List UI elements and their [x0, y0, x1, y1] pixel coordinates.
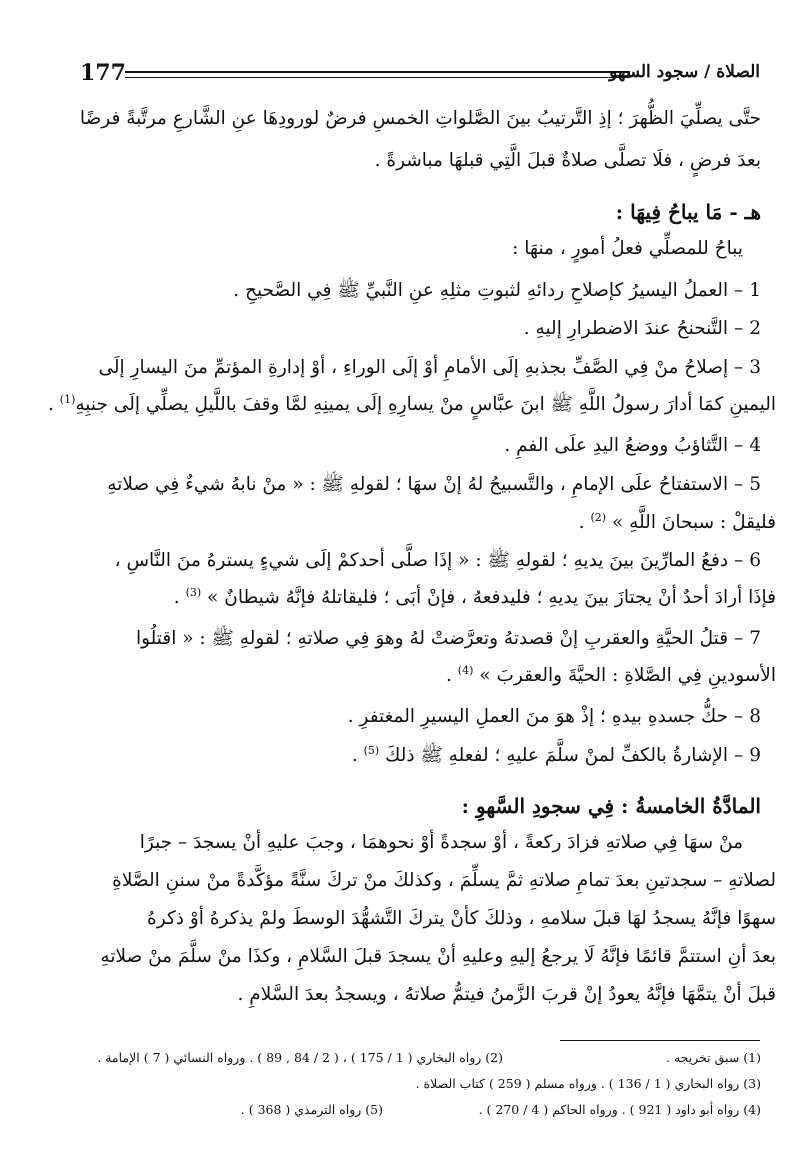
list-item-6: 6– دفعُ المارِّينَ بينَ يديهِ ؛ لقولهِ ﷺ : « إذَا صلَّى أحدكمْ إلَى شيءٍ يسترهُ منَ النَّاسِ ، [114, 550, 761, 571]
section-intro: يباحُ للمصلِّي فعلُ أمورٍ ، منهَا : [512, 238, 743, 259]
list-item-4: 4– التَّثاؤبُ ووضعُ اليدِ علَى الفمِ . [504, 435, 761, 456]
page-number: 177 [80, 60, 126, 86]
footnote-ref-4: (4) [457, 664, 474, 677]
list-item-7-cont: الأسودينِ فِي الصَّلاةِ : الحيَّةَ والعقربَ » $^{(4)}$ . [446, 664, 776, 687]
footnote-ref-3: (3) [185, 586, 202, 599]
footnote-1: (1) سبق تخريجه . [666, 1050, 761, 1065]
footnote-ref-5: (5) [363, 744, 380, 757]
list-item-9: 9– الإشارةُ بالكفِّ لمنْ سلَّمَ عليهِ ؛ لفعلهِ ﷺ ذلكَ $^{(5)}$ . [351, 744, 761, 767]
footnote-3: (3) رواه البخاري ( 1 / 136 ) . ورواه مسلم ( 259 ) كتاب الصلاة . [415, 1076, 761, 1091]
section-heading-h: هـ - مَا يباحُ فِيهَا : [615, 200, 761, 224]
paragraph-line: منْ سهَا فِي صلاتهِ فزادَ ركعةً ، أوْ سجدةً أوْ نحوهمَا ، وجبَ عليهِ أنْ يسجدَ – جبرًا [139, 832, 743, 853]
paragraph-line: لصلاتهِ – سجدتينِ بعدَ تمامِ صلاتهِ ثمَّ يسلِّمَ ، وكذلكَ منْ تركَ سنَّةً مؤكَّدةً منْ سننِ الصَّلاةِ [112, 870, 776, 891]
running-title: الصلاة / سجود السهو [609, 62, 760, 82]
list-item-5: 5– الاستفتاحُ علَى الإمامِ ، والتَّسبيحُ لهُ إنْ سهَا ؛ لقولهِ ﷺ : « منْ نابهُ شيءٌ فِي صلاتهِ [107, 474, 761, 495]
list-item-8: 8– حكُّ جسدهِ بيدهِ ؛ إذْ هوَ منَ العملِ اليسيرِ المغتفرِ . [347, 706, 761, 727]
footnote-rule [560, 1040, 760, 1041]
footnote-5: (5) رواه الترمذي ( 368 ) . [240, 1102, 383, 1117]
main-text-continued [61, 0, 776, 1155]
list-item-7: 7– قتلُ الحيَّةِ والعقربِ إنْ قصدتهُ وتعرَّضتْ لهُ وهوَ فِي صلاتهِ ؛ لقولهِ ﷺ : « اقتلُوا [135, 628, 761, 649]
list-item-3: 3– إصلاحُ منْ فِي الصَّفِّ بجذبهِ إلَى الأمامِ أوْ إلَى الوراءِ ، أوْ إدارةِ المؤتمِّ منَ اليسارِ إلَى [98, 357, 761, 378]
list-item-6-cont: فإذَا أرادَ أحدٌ أنْ يجتازَ بينَ يديهِ ؛ فليدفعهُ ، فإنْ أبَى ؛ فليقاتلهُ فإنَّهُ شيطانٌ » $^{(3)}$ . [173, 586, 776, 609]
paragraph-line: قبلَ أنْ يتمَّهَا فإنَّهُ يعودُ إنْ قربَ الزَّمنُ فيتمُّ صلاتهُ ، ويسجدُ بعدَ السَّلامِ . [237, 984, 776, 1005]
footnote-ref-2: (2) [590, 511, 607, 524]
list-item-3-cont: اليمينِ كمَا أدارَ رسولُ اللَّهِ ﷺ ابنَ عبَّاسٍ منْ يسارِهِ إلَى يمينِهِ لمَّا وقفَ باللَّيلِ يصلِّي إلَى جنبِهِ$^{(1)}$ . [48, 393, 776, 416]
footnote-ref-1: (1) [59, 393, 76, 406]
paragraph-line: سهوًا فإنَّهُ يسجدُ لهَا قبلَ سلامهِ ، وذلكَ كأنْ يتركَ التَّشهُّدَ الوسطَ ولمْ يذكرهُ أوْ ذكرهُ [147, 908, 776, 929]
section-heading-5: المادَّةُ الخامسةُ : فِي سجودِ السَّهوِ : [461, 794, 761, 818]
intro-line-2: بعدَ فرضٍ ، فلَا تصلَّى صلاةٌ قبلَ الَّتِي قبلهَا مباشرةً . [374, 150, 761, 171]
paragraph-line: بعدَ أنِ استتمَّ قائمًا فإنَّهُ لَا يرجعُ إليهِ وعليهِ أنْ يسجدَ قبلَ السَّلامِ ، وكذَا منْ سلَّمَ منْ صلاتهِ [100, 946, 776, 967]
list-item-2: 2– التَّنحنحُ عندَ الاضطرارِ إليهِ . [523, 318, 761, 339]
footnote-4: (4) رواه أبو داود ( 921 ) . ورواه الحاكم ( 4 / 270 ) . [478, 1102, 761, 1117]
list-item-1: 1– العملُ اليسيرُ كإصلاحِ ردائهِ لثبوتِ مثلِهِ عنِ النَّبيِّ ﷺ فِي الصَّحيحِ . [233, 280, 761, 301]
list-item-5-cont: فليقلْ : سبحانَ اللَّهِ » $^{(2)}$ . [578, 511, 776, 534]
intro-line-1: حتَّى يصلِّيَ الظُّهرَ ؛ إذِ التَّرتيبُ بينَ الصَّلواتِ الخمسِ فرضٌ لورودِهَا عنِ الشَّارعِ مرتَّبةً فرضًا [79, 108, 761, 129]
footnote-2: (2) رواه البخاري ( 1 / 175 ) ، ( 2 / 84 , 89 ) . ورواه النسائي ( 7 ) الإمامة . [97, 1050, 503, 1065]
